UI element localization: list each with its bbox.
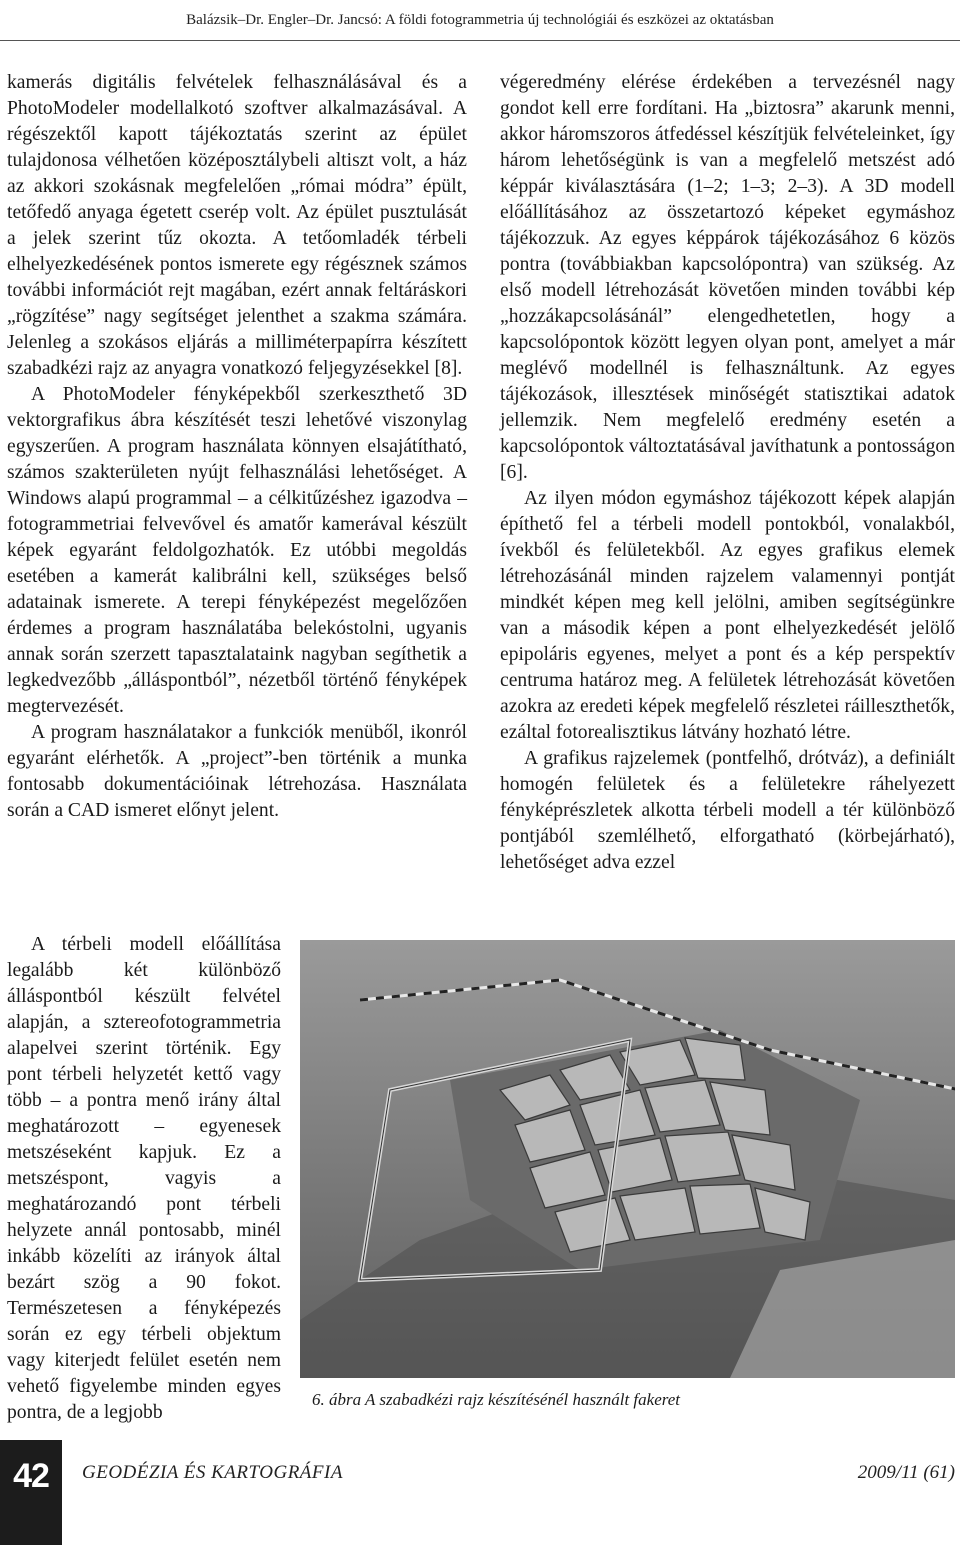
issue-number: 2009/11 (61) <box>857 1462 955 1483</box>
paragraph: Az ilyen módon egymáshoz tájékozott képek alapján építhető fel a térbeli modell pontokból, vonalakból, ívekből és felületekből. Az egyes grafikus elemek létrehozásánál minden rajzelem valamennyi pontját mindkét képen meg kell jelölni, amiben segítségünkre van a második képen a pont elhelyezkedését jelölő epipoláris egyenes, melyet a pont és a kép perspektív centruma határoz meg. A felületek létrehozását követően azokra az eredeti képek megfelelő részletei ráilleszthetők, ezáltal fotorealisztikus látvány hozható létre. <box>500 488 955 743</box>
paragraph: A grafikus rajzelemek (pontfelhő, drótváz), a definiált homogén felületek és a felületekre ráhelyezett fényképrészletek alkotta térbeli modell a tér különböző pontjából szemlélhető, elforgatható (körbejárható), lehetőséget adva ezzel <box>500 748 955 873</box>
figure-caption <box>300 1388 960 1412</box>
figure-caption-text: 6. ábra A szabadkézi rajz készítésénél használt fakeret <box>312 1390 680 1409</box>
paragraph: A térbeli modell előállítása legalább két különböző álláspontból készült felvétel alapján, a sztereofotogrammetria alapelvei szerint történik. Egy pont térbeli helyzetét kettő vagy több – a pontra menő irány által meghatározott – egyenesek metszéseként kapjuk. Ez a metszéspont, vagyis a meghatározandó pont térbeli helyzete annál pontosabb, minél inkább közelíti az irányok által bezárt szög a 90 fokot. Természetesen a fényképezés során ez egy térbeli objektum vagy kiterjedt felület esetén nem vehető figyelembe minden egyes pontra, de a legjobb <box>7 934 281 1423</box>
excavation-photo <box>300 940 955 1378</box>
paragraph: végeredmény elérése érdekében a tervezésnél nagy gondot kell erre fordítani. Ha „biztosra” akarunk menni, akkor háromszoros átfedéssel készítjük felvételeinket, így három lehetőségünk is van a megfelelő metszést adó képpár kiválasztására (1–2; 1–3; 2–3). A 3D modell előállításához az összetartozó képeket egymáshoz tájékozzuk. Az egyes képpárok tájékozásához 6 közös pontra (továbbiakban kapcsolópontra) van szükség. Az első modell létrehozását követően minden további kép „hozzákapcsolásánál” elengedhetetlen, hogy a kapcsolópontok között legyen olyan pont, amelyet a már meglévő modellnél is felhasználtunk. Az egyes tájékozások, illesztések minőségét statisztikai adatok jellemzik. Nem megfelelő eredmény esetén a kapcsolópontok változtatásával javíthatunk a pontosságon [6]. <box>500 72 955 483</box>
right-column <box>500 70 955 876</box>
excavation-photo-image <box>300 940 955 1378</box>
left-column <box>7 70 467 824</box>
paragraph: A PhotoModeler fényképekből szerkeszthető 3D vektorgrafikus ábra készítését teszi lehetővé viszonylag egyszerűen. A program használata könnyen elsajátítható, számos szakterületen nyújt felhasználási lehetőséget. A Windows alapú programmal – a célkitűzéshez igazodva – fotogrammetriai felvevővel és amatőr kamerával készült képek egyaránt feldolgozhatók. Ez utóbbi megoldás esetében a kamerát kalibrálni kell, szükséges belső adatainak ismerete. A terepi fényképezést megelőzően érdemes a program használatába belekóstolni, ugyanis annak során szerzett tapasztalataink nagyban segíthetik a legkedvezőbb „álláspontból”, nézetből történő fényképek megtervezését. <box>7 384 467 717</box>
paragraph: kamerás digitális felvételek felhasználásával és a PhotoModeler modellalkotó szoftver alkalmazásával. A régészektől kapott tájékoztatás szerint az épület tulajdonosa vélhetően középosztálybeli altiszt volt, a ház az akkori szokásnak megfelelően „római módra” épült, tetőfedő anyaga égetett cserép volt. Az épület pusztulását a jelek szerint tűz okozta. A tetőomladék térbeli elhelyezkedésének pontos ismerete egy régésznek számos további információt rejt magában, ezért annak feltáráskori „rögzítése” nagy segítséget jelenthet a szakma számára. Jelenleg a szokásos eljárás a milliméterpapírra készített szabadkézi rajz az anyagra vonatkozó feljegyzésekkel [8]. <box>7 72 467 379</box>
header-divider <box>0 40 960 41</box>
running-title: Balázsik–Dr. Engler–Dr. Jancsó: A földi fotogrammetria új technológiái és eszközei az oktatásban <box>186 12 774 28</box>
page-number: 42 <box>13 1457 49 1495</box>
paragraph: A program használatakor a funkciók menüből, ikonról egyaránt elérhetők. A „project”-ben történik a munka fontosabb dokumentációinak létrehozása. Használata során a CAD ismeret előnyt jelent. <box>7 722 467 821</box>
running-header <box>0 0 960 40</box>
narrow-column <box>7 932 281 1426</box>
journal-name: GEODÉZIA ÉS KARTOGRÁFIA <box>82 1462 343 1483</box>
